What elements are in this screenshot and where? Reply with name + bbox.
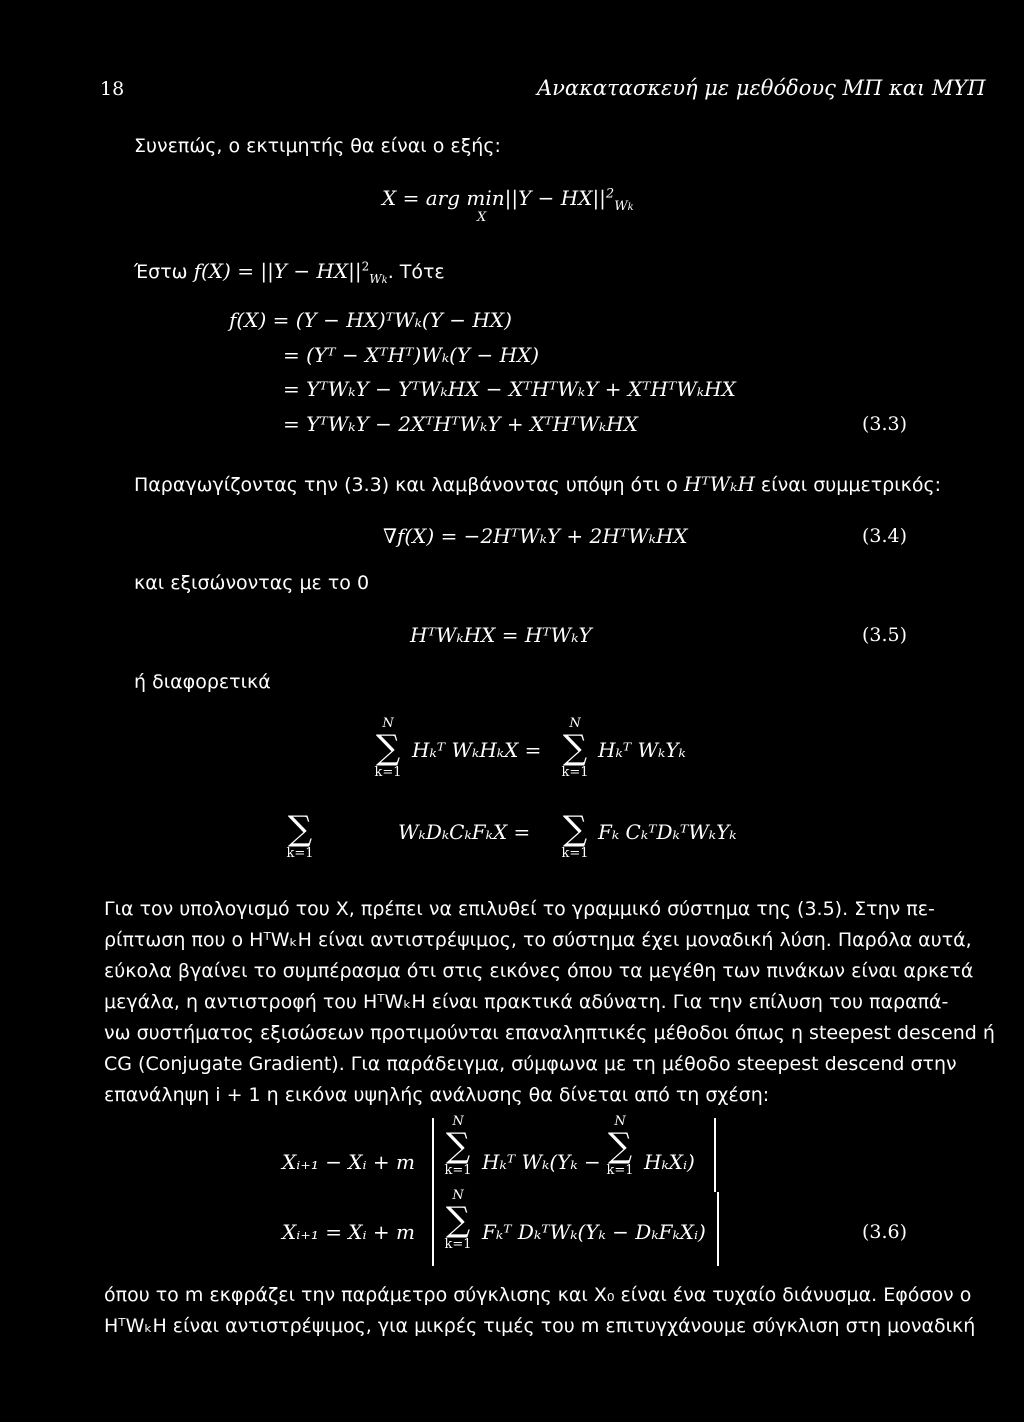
eq-argmin-normsub: W <box>614 199 628 214</box>
eq36-row2-lower: k=1 <box>444 1237 472 1252</box>
let-sub: W <box>369 271 382 286</box>
let-suffix: . Τότε <box>387 261 445 283</box>
eq-argmin-lhs: X = arg min <box>382 186 505 210</box>
sum2-lhs-sigma <box>280 809 320 861</box>
sum2-lhs-symbol: ∑ <box>287 809 313 849</box>
eq36-row1-upper2: N <box>614 1114 626 1129</box>
eq36-row2-left-bar <box>432 1192 434 1266</box>
sum1-rhs-symbol: ∑ <box>562 728 588 768</box>
running-title: Ανακατασκευή με μεθόδους ΜΠ και ΜΥΠ <box>537 76 986 100</box>
eq35-number: (3.5) <box>862 624 908 646</box>
eq33-line2: = (Yᵀ − XᵀHᵀ)Wₖ(Y − HX) <box>283 343 540 367</box>
sum1-lhs-lower: k=1 <box>374 765 402 780</box>
sum1-rhs-lower: k=1 <box>561 765 589 780</box>
eq-argmin <box>382 186 634 214</box>
intro-text: Συνεπώς, ο εκτιμητής θα είναι ο εξής: <box>134 135 501 157</box>
eq36-row2-lhs: Xᵢ₊₁ = Xᵢ + m <box>282 1220 416 1244</box>
eq36-row1-symbol1: ∑ <box>445 1126 471 1166</box>
let-subk: k <box>381 274 388 286</box>
eq36-row1-lhs: Xᵢ₊₁ − Xᵢ + m <box>282 1150 416 1174</box>
eq36-number: (3.6) <box>862 1221 908 1243</box>
let-prefix: Έστω <box>134 261 194 283</box>
closing-line-2: HᵀWₖH είναι αντιστρέψιμος, για μικρές τιμές του m επιτυγχάνουμε σύγκλιση στη μοναδική <box>104 1315 976 1337</box>
eq-argmin-rhs: ||Y − HX|| <box>504 186 606 210</box>
derive-text <box>134 472 941 496</box>
eq36-row1-sigma2 <box>600 1114 640 1178</box>
para-line-6: CG (Conjugate Gradient). Για παράδειγμα, σύμφωνα με τη μέθοδο steepest descend στην <box>104 1053 957 1075</box>
eq33-line3: = YᵀWₖY − YᵀWₖHX − XᵀHᵀWₖY + XᵀHᵀWₖHX <box>283 377 736 401</box>
eq36-row2-symbol: ∑ <box>445 1200 471 1240</box>
eq34-number: (3.4) <box>862 525 908 547</box>
sum1-rhs-sigma <box>555 716 595 780</box>
let-math: f(X) = ||Y − HX|| <box>193 259 362 283</box>
eq36-row2-sigma <box>438 1188 478 1252</box>
sum1-lhs-sigma <box>368 716 408 780</box>
sum1-lhs-symbol: ∑ <box>375 728 401 768</box>
para-line-3: εύκολα βγαίνει το συμπέρασμα ότι στις εικόνες όπου τα μεγέθη των πινάκων είναι αρκετά <box>104 960 974 982</box>
alt-text: ή διαφορετικά <box>134 671 271 693</box>
para-line-2: ρίπτωση που ο HᵀWₖH είναι αντιστρέψιμος, το σύστημα έχει μοναδική λύση. Παρόλα αυτά, <box>104 929 972 951</box>
eq33-line1: f(X) = (Y − HX)ᵀWₖ(Y − HX) <box>229 308 512 332</box>
derive-after: είναι συμμετρικός: <box>754 474 942 496</box>
sum2-lhs-lower: k=1 <box>286 846 314 861</box>
sum2-rhs-body: Fₖ CₖᵀDₖᵀWₖYₖ <box>598 820 737 844</box>
eq34-expr: ∇f(X) = −2HᵀWₖY + 2HᵀWₖHX <box>383 524 688 548</box>
sum1-lhs-upper: N <box>382 716 394 731</box>
sum1-rhs-body: Hₖᵀ WₖYₖ <box>598 738 686 762</box>
let-sup: 2 <box>361 259 370 274</box>
sum1-lhs-body: Hₖᵀ WₖHₖX = <box>412 738 542 762</box>
sum1-rhs-upper: N <box>569 716 581 731</box>
derive-before: Παραγωγίζοντας την (3.3) και λαμβάνοντας υπόψη ότι ο <box>134 474 684 496</box>
para-line-1: Για τον υπολογισμό του X, πρέπει να επιλυθεί το γραμμικό σύστημα της (3.5). Στην πε- <box>104 898 935 920</box>
eq36-row2-upper: N <box>452 1188 464 1203</box>
equate-text: και εξισώνοντας με το 0 <box>134 572 370 594</box>
eq36-row1-upper1: N <box>452 1114 464 1129</box>
sum2-rhs-lower: k=1 <box>561 846 589 861</box>
eq-argmin-sub: X <box>477 210 487 225</box>
para-line-4: μεγάλα, η αντιστροφή του HᵀWₖH είναι πρακτικά αδύνατη. Για την επίλυση του παραπά- <box>104 991 949 1013</box>
sum2-rhs-sigma <box>555 809 595 861</box>
sum2-lhs-body: WₖDₖCₖFₖX = <box>398 820 531 844</box>
eq-argmin-sup: 2 <box>605 186 615 202</box>
derive-math: HᵀWₖH <box>683 472 755 496</box>
eq33-line4: = YᵀWₖY − 2XᵀHᵀWₖY + XᵀHᵀWₖHX <box>283 412 638 436</box>
eq33-number: (3.3) <box>862 413 908 435</box>
eq36-row1-lower1: k=1 <box>444 1163 472 1178</box>
eq-argmin-normsubk: k <box>627 202 634 213</box>
let-line <box>134 259 445 286</box>
eq36-row1-right-bar <box>714 1118 716 1192</box>
para-line-7: επανάληψη i + 1 η εικόνα υψηλής ανάλυσης θα δίνεται από τη σχέση: <box>104 1084 770 1106</box>
para-line-5: νω συστήματος εξισώσεων προτιμούνται επαναληπτικές μέθοδοι όπως η steepest descend ή <box>104 1022 995 1044</box>
eq36-row1-symbol2: ∑ <box>607 1126 633 1166</box>
eq36-row1-sigma1 <box>438 1114 478 1178</box>
closing-line-1: όπου το m εκφράζει την παράμετρο σύγκλισης και X₀ είναι ένα τυχαίο διάνυσμα. Εφόσον ο <box>104 1284 972 1306</box>
eq36-row1-body2: HₖXᵢ) <box>644 1150 695 1174</box>
eq36-row2-right-bar <box>717 1192 719 1266</box>
eq35-expr: HᵀWₖHX = HᵀWₖY <box>410 623 592 647</box>
eq36-row1-lower2: k=1 <box>606 1163 634 1178</box>
eq36-row1-body1: Hₖᵀ Wₖ(Yₖ − <box>482 1150 601 1174</box>
sum2-rhs-symbol: ∑ <box>562 809 588 849</box>
eq36-row1-left-bar <box>432 1118 434 1192</box>
page-number: 18 <box>100 78 125 100</box>
eq36-row2-body: Fₖᵀ DₖᵀWₖ(Yₖ − DₖFₖXᵢ) <box>482 1220 706 1244</box>
